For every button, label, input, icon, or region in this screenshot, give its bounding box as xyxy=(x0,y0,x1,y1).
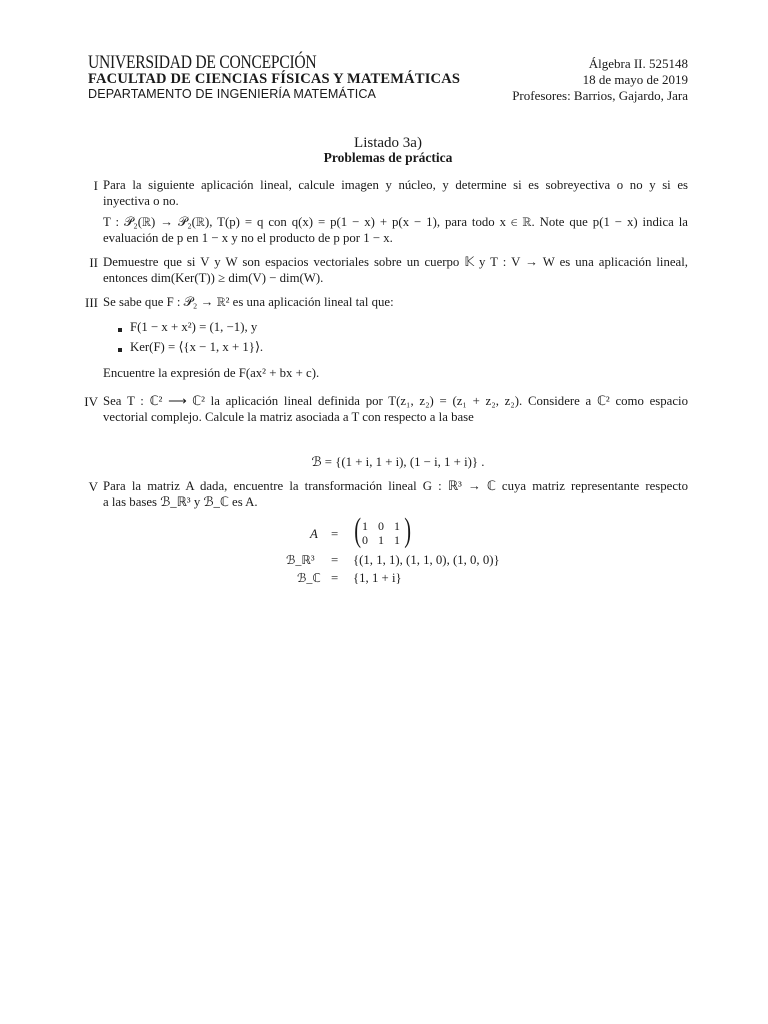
problem-number: III xyxy=(85,295,98,310)
equals-sign: = xyxy=(331,527,339,541)
department-name: DEPARTAMENTO DE INGENIERÍA MATEMÁTICA xyxy=(88,87,377,101)
problem-text: Para la matriz A dada, encuentre la transformación lineal G : ℝ³ → ℂ cuya matriz representante respecto xyxy=(103,479,688,493)
bullet-item: F(1 − x + x²) = (1, −1), y xyxy=(130,320,258,334)
bullet-icon xyxy=(118,328,122,332)
display-equation: ℬ = {(1 + i, 1 + i), (1 − i, 1 + i)} . xyxy=(311,455,485,469)
problem-text: a las bases ℬ_ℝ³ y ℬ_ℂ es A. xyxy=(103,495,258,509)
page-subtitle: Problemas de práctica xyxy=(323,150,453,165)
matrix-cell: 1 xyxy=(362,519,368,533)
problem-text: T : 𝒫₂(ℝ) → 𝒫₂(ℝ), T(p) = q con q(x) = p(1 − x) + p(x − 1), para todo x ∈ ℝ. Note que p(1 − x) indica la xyxy=(103,215,688,229)
problem-text: Para la siguiente aplicación lineal, calcule imagen y núcleo, y determine si es sobreyectiva o no y si es xyxy=(103,178,688,192)
equals-sign: = xyxy=(331,571,339,585)
problem-text: Demuestre que si V y W son espacios vectoriales sobre un cuerpo 𝕂 y T : V → W es una aplicación lineal, xyxy=(103,255,688,269)
matrix-cell: 1 xyxy=(394,519,400,533)
basis-c-value: {1, 1 + i} xyxy=(353,571,402,585)
matrix-cell: 0 xyxy=(362,533,368,547)
problem-text: Encuentre la expresión de F(ax² + bx + c). xyxy=(103,366,320,380)
problem-number: II xyxy=(89,255,98,270)
date: 18 de mayo de 2019 xyxy=(582,72,688,87)
problem-number: I xyxy=(93,178,98,193)
equals-sign: = xyxy=(331,553,339,567)
matrix-label: A xyxy=(310,527,318,541)
problem-text: vectorial complejo. Calcule la matriz asociada a T con respecto a la base xyxy=(103,410,474,424)
professors: Profesores: Barrios, Gajardo, Jara xyxy=(512,88,688,103)
matrix-a xyxy=(362,519,400,547)
matrix-cell: 1 xyxy=(394,533,400,547)
bullet-item: Ker(F) = ⟨{x − 1, x + 1}⟩. xyxy=(130,340,264,354)
problem-text: inyectiva o no. xyxy=(103,194,179,208)
problem-text: entonces dim(Ker(T)) ≥ dim(V) − dim(W). xyxy=(103,271,324,285)
page-title: Listado 3a) xyxy=(354,135,422,151)
matrix-cell: 1 xyxy=(378,533,384,547)
bullet-icon xyxy=(118,348,122,352)
problem-text: Se sabe que F : 𝒫₂ → ℝ² es una aplicación lineal tal que: xyxy=(103,295,394,309)
course-code: Álgebra II. 525148 xyxy=(588,56,688,71)
basis-c-label: ℬ_ℂ xyxy=(297,571,321,585)
faculty-name: FACULTAD DE CIENCIAS FÍSICAS Y MATEMÁTICAS xyxy=(88,71,461,87)
problem-text: Sea T : ℂ² ⟶ ℂ² la aplicación lineal definida por T(z₁, z₂) = (z₁ + z₂, z₂). Considere a ℂ² como espacio xyxy=(103,394,688,408)
basis-r3-label: ℬ_ℝ³ xyxy=(286,553,315,567)
problem-number: IV xyxy=(84,394,98,409)
right-paren: ) xyxy=(404,512,412,549)
matrix-cell: 0 xyxy=(378,519,384,533)
university-name: UNIVERSIDAD DE CONCEPCIÓN xyxy=(88,52,317,73)
problem-number: V xyxy=(88,479,98,494)
left-paren: ( xyxy=(354,512,362,549)
problem-text: evaluación de p en 1 − x y no el producto de p por 1 − x. xyxy=(103,231,393,245)
basis-r3-value: {(1, 1, 1), (1, 1, 0), (1, 0, 0)} xyxy=(353,553,500,567)
